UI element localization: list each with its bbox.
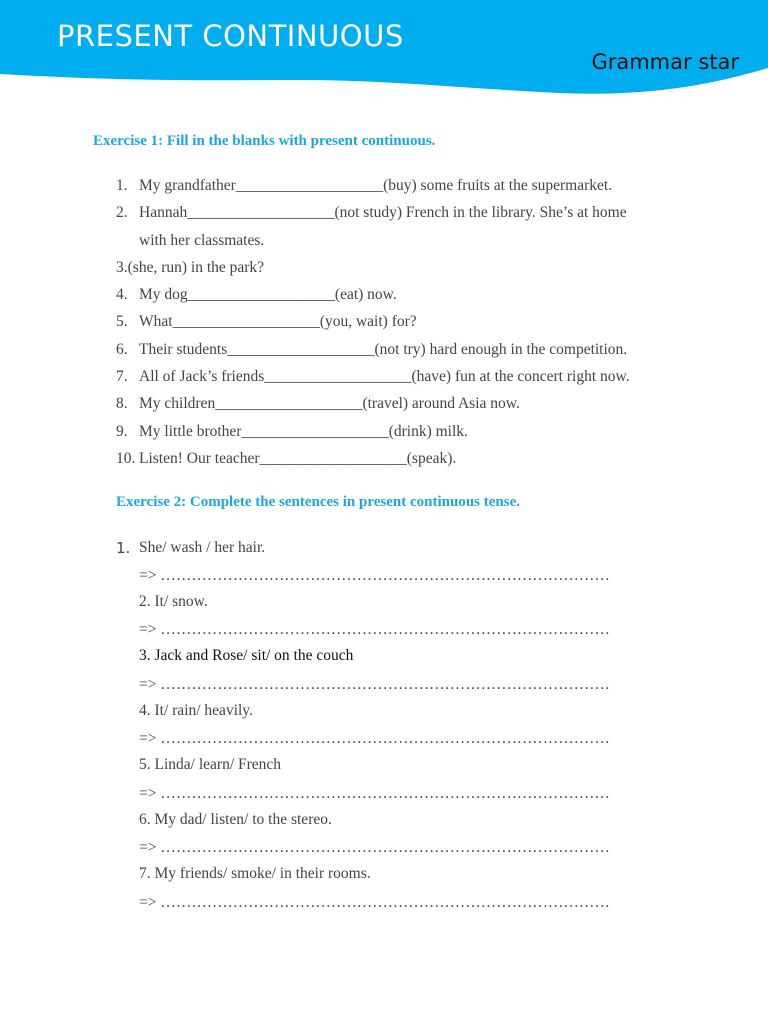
answer-line: => …………………………………………………………………………… (139, 839, 610, 856)
exercise-1-heading: Exercise 1: Fill in the blanks with present continuous. (93, 133, 436, 149)
item-text: My little brother___________________(drink) milk. (139, 423, 468, 440)
item-number: 1. (116, 177, 128, 194)
item-number: 7. (116, 368, 128, 385)
item-number: 10. (116, 450, 136, 467)
item-text: with her classmates. (139, 232, 265, 249)
prompt-line: 7. My friends/ smoke/ in their rooms. (139, 865, 371, 882)
item-number: 9. (116, 423, 128, 440)
exercise-2-heading: Exercise 2: Complete the sentences in present continuous tense. (116, 494, 520, 510)
item-number: 1. (116, 539, 131, 557)
prompt-line: 2. It/ snow. (139, 593, 208, 610)
item-text: My grandfather___________________(buy) some fruits at the supermarket. (139, 177, 613, 194)
item-number: 6. (116, 341, 128, 358)
item-text: Their students___________________(not try) hard enough in the competition. (139, 341, 628, 358)
item-text: What___________________(you, wait) for? (139, 313, 417, 330)
answer-line: => …………………………………………………………………………… (139, 894, 610, 911)
prompt-line: 6. My dad/ listen/ to the stereo. (139, 811, 332, 828)
item-text: 3.(she, run) in the park? (116, 259, 265, 276)
item-text: Hannah___________________(not study) French in the library. She’s at home (139, 204, 627, 221)
item-text: My dog___________________(eat) now. (139, 286, 397, 303)
prompt-line: She/ wash / her hair. (139, 539, 266, 556)
answer-line: => …………………………………………………………………………… (139, 730, 610, 747)
answer-line: => …………………………………………………………………………… (139, 621, 610, 638)
prompt-line: 4. It/ rain/ heavily. (139, 702, 253, 719)
answer-line: => …………………………………………………………………………… (139, 567, 610, 584)
item-number: 8. (116, 395, 128, 412)
item-number: 4. (116, 286, 128, 303)
item-text: Listen! Our teacher___________________(speak). (139, 450, 457, 467)
answer-line: => …………………………………………………………………………… (139, 676, 610, 693)
prompt-line: 3. Jack and Rose/ sit/ on the couch (139, 647, 354, 664)
prompt-line: 5. Linda/ learn/ French (139, 756, 282, 773)
item-text: All of Jack’s friends___________________(have) fun at the concert right now. (139, 368, 630, 385)
page-subtitle: Grammar star (591, 50, 739, 74)
item-number: 5. (116, 313, 128, 330)
item-number: 2. (116, 204, 128, 221)
item-text: My children___________________(travel) around Asia now. (139, 395, 520, 412)
page-title: PRESENT CONTINUOUS (57, 19, 404, 53)
answer-line: => …………………………………………………………………………… (139, 785, 610, 802)
